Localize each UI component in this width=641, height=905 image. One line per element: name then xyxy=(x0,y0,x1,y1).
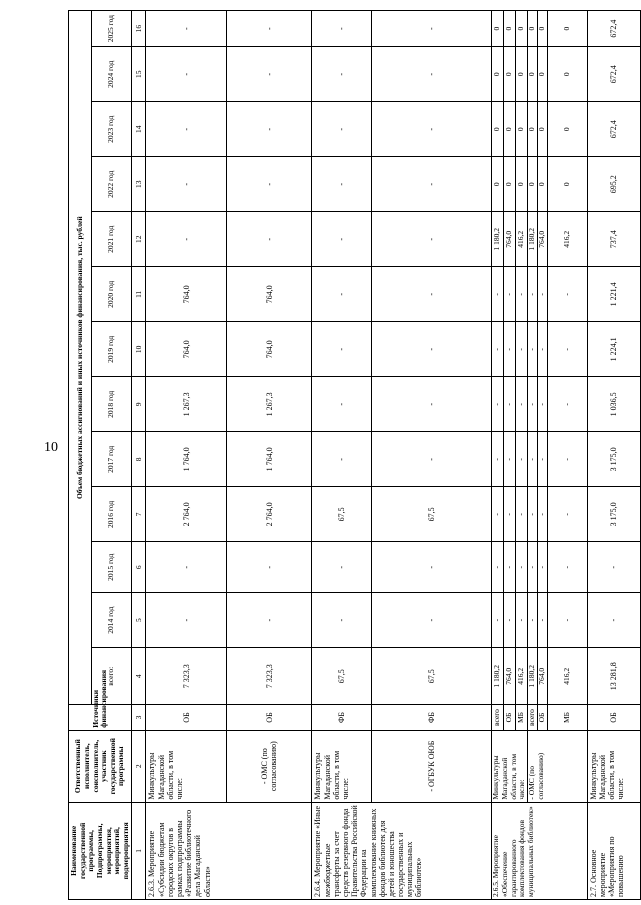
cell-value: - xyxy=(312,377,372,432)
cell-value: - xyxy=(516,542,528,593)
cell-value: 67,5 xyxy=(372,487,492,542)
cell-value: - xyxy=(372,542,492,593)
cell-value: 0 xyxy=(504,157,516,212)
cell-value: - xyxy=(227,47,312,102)
cell-value: 416,2 xyxy=(547,648,587,705)
cell-value: 13 281,8 xyxy=(587,648,640,705)
column-number: 6 xyxy=(132,542,146,593)
cell-value: 7 323,3 xyxy=(146,648,227,705)
row-source: ФБ xyxy=(372,705,492,730)
cell-value: - xyxy=(227,542,312,593)
cell-value: 1 180,2 xyxy=(527,212,537,267)
cell-value: 764,0 xyxy=(227,267,312,322)
cell-value: 1 267,3 xyxy=(227,377,312,432)
header-year: 2017 год xyxy=(91,432,131,487)
cell-value: - xyxy=(547,377,587,432)
cell-value: 1 764,0 xyxy=(227,432,312,487)
column-number: 16 xyxy=(132,11,146,47)
cell-value: - xyxy=(227,593,312,648)
column-number: 3 xyxy=(132,705,146,730)
cell-value: - xyxy=(372,593,492,648)
column-number-row xyxy=(132,11,146,900)
cell-value: - xyxy=(372,157,492,212)
row-executor: Минкультуры Магаданской области, в том числе: xyxy=(312,730,372,802)
cell-value: - xyxy=(547,593,587,648)
cell-value: - xyxy=(146,212,227,267)
cell-value: 0 xyxy=(547,157,587,212)
cell-value: - xyxy=(227,157,312,212)
cell-value: 0 xyxy=(492,47,504,102)
cell-value: 7 323,3 xyxy=(227,648,312,705)
cell-value: - xyxy=(372,267,492,322)
cell-value: - xyxy=(312,102,372,157)
table-rotation-frame xyxy=(68,10,626,900)
cell-value: 0 xyxy=(547,47,587,102)
cell-value: 0 xyxy=(516,11,528,47)
cell-value: - xyxy=(516,593,528,648)
cell-value: - xyxy=(372,11,492,47)
cell-value: - xyxy=(312,542,372,593)
table-row xyxy=(587,11,640,900)
cell-value: 67,5 xyxy=(312,648,372,705)
cell-value: 1 224,1 xyxy=(587,322,640,377)
cell-value: - xyxy=(516,377,528,432)
cell-value: - xyxy=(537,432,547,487)
cell-value: - xyxy=(527,542,537,593)
row-executor: - ОМС (по согласованию) xyxy=(527,730,587,802)
cell-value: - xyxy=(146,157,227,212)
cell-value: - xyxy=(516,487,528,542)
cell-value: - xyxy=(312,267,372,322)
cell-value: - xyxy=(146,102,227,157)
cell-value: 764,0 xyxy=(504,648,516,705)
column-number: 10 xyxy=(132,322,146,377)
cell-value: 0 xyxy=(547,11,587,47)
cell-value: - xyxy=(527,593,537,648)
cell-value: 0 xyxy=(516,47,528,102)
cell-value: - xyxy=(146,542,227,593)
cell-value: - xyxy=(492,593,504,648)
header-year: 2019 год xyxy=(91,322,131,377)
cell-value: 67,5 xyxy=(372,648,492,705)
cell-value: 0 xyxy=(492,11,504,47)
cell-value: - xyxy=(527,432,537,487)
cell-value: 764,0 xyxy=(504,212,516,267)
cell-value: 1 180,2 xyxy=(492,212,504,267)
cell-value: - xyxy=(587,542,640,593)
cell-value: 1 267,3 xyxy=(146,377,227,432)
cell-value: 416,2 xyxy=(547,212,587,267)
cell-value: - xyxy=(537,377,547,432)
cell-value: - xyxy=(146,593,227,648)
column-number: 4 xyxy=(132,648,146,705)
header-year: 2016 год xyxy=(91,487,131,542)
cell-value: - xyxy=(504,593,516,648)
cell-value: - xyxy=(516,267,528,322)
row-source: ОБ xyxy=(504,705,516,730)
cell-value: - xyxy=(504,377,516,432)
cell-value: - xyxy=(547,487,587,542)
row-source: ОБ xyxy=(227,705,312,730)
cell-value: 0 xyxy=(492,102,504,157)
row-source: ОБ xyxy=(587,705,640,730)
cell-value: - xyxy=(372,432,492,487)
cell-value: 695,2 xyxy=(587,157,640,212)
cell-value: - xyxy=(537,267,547,322)
cell-value: 0 xyxy=(527,47,537,102)
cell-value: 416,2 xyxy=(516,648,528,705)
column-number: 5 xyxy=(132,593,146,648)
table-row xyxy=(146,11,227,900)
cell-value: 0 xyxy=(537,47,547,102)
cell-value: - xyxy=(146,47,227,102)
table-row xyxy=(492,11,504,900)
cell-value: - xyxy=(537,487,547,542)
cell-value: - xyxy=(227,11,312,47)
cell-value: 0 xyxy=(547,102,587,157)
column-number: 2 xyxy=(132,730,146,802)
cell-value: - xyxy=(492,487,504,542)
column-number: 12 xyxy=(132,212,146,267)
cell-value: 764,0 xyxy=(537,212,547,267)
cell-value: - xyxy=(492,267,504,322)
cell-value: - xyxy=(312,212,372,267)
cell-value: 1 764,0 xyxy=(146,432,227,487)
row-executor: - ОГБУК ОЮБ xyxy=(372,730,492,802)
cell-value: - xyxy=(504,267,516,322)
cell-value: - xyxy=(372,102,492,157)
column-number: 7 xyxy=(132,487,146,542)
cell-value: 2 764,0 xyxy=(227,487,312,542)
row-source: ОБ xyxy=(146,705,227,730)
row-executor: - ОМС (по согласованию) xyxy=(227,730,312,802)
cell-value: - xyxy=(537,542,547,593)
row-source: ФБ xyxy=(312,705,372,730)
cell-value: - xyxy=(527,487,537,542)
cell-value: 0 xyxy=(504,11,516,47)
cell-value: 0 xyxy=(492,157,504,212)
cell-value: 0 xyxy=(527,11,537,47)
cell-value: - xyxy=(372,322,492,377)
cell-value: - xyxy=(504,487,516,542)
row-source: МБ xyxy=(547,705,587,730)
cell-value: - xyxy=(146,11,227,47)
cell-value: - xyxy=(312,157,372,212)
row-source: МБ xyxy=(516,705,528,730)
cell-value: - xyxy=(227,212,312,267)
cell-value: 67,5 xyxy=(312,487,372,542)
cell-value: 0 xyxy=(537,11,547,47)
cell-value: - xyxy=(504,322,516,377)
cell-value: - xyxy=(227,102,312,157)
row-source: всего xyxy=(492,705,504,730)
cell-value: - xyxy=(527,377,537,432)
cell-value: - xyxy=(527,322,537,377)
cell-value: - xyxy=(372,377,492,432)
cell-value: 3 175,0 xyxy=(587,432,640,487)
cell-value: - xyxy=(372,212,492,267)
table-row xyxy=(527,11,537,900)
header-year: 2015 год xyxy=(91,542,131,593)
row-executor: Минкультуры Магаданской области, в том числе: xyxy=(492,730,528,802)
cell-value: - xyxy=(372,47,492,102)
cell-value: 0 xyxy=(516,157,528,212)
cell-value: 764,0 xyxy=(146,322,227,377)
column-number: 13 xyxy=(132,157,146,212)
cell-value: 0 xyxy=(527,157,537,212)
cell-value: 416,2 xyxy=(516,212,528,267)
column-number: 11 xyxy=(132,267,146,322)
cell-value: 0 xyxy=(504,47,516,102)
cell-value: 1 180,2 xyxy=(527,648,537,705)
column-number: 14 xyxy=(132,102,146,157)
cell-value: 0 xyxy=(504,102,516,157)
row-name: 2.6.4. Мероприятие «Иные межбюджетные трансферты за счет средств резервного фонда Правительства Российской Федерации на комплектование книжных фондов библиотек для детей и юношества государственных и муниципальных библиотек» xyxy=(312,802,492,899)
header-total: всего: xyxy=(91,648,131,705)
cell-value: - xyxy=(504,432,516,487)
table-row xyxy=(312,11,372,900)
row-executor: Минкультуры Магаданской области, в том числе: xyxy=(587,730,640,802)
cell-value: - xyxy=(492,377,504,432)
cell-value: - xyxy=(312,47,372,102)
cell-value: 764,0 xyxy=(227,322,312,377)
header-year: 2014 год xyxy=(91,593,131,648)
cell-value: - xyxy=(312,11,372,47)
row-executor: Минкультуры Магаданской области, в том числе: xyxy=(146,730,227,802)
header-year: 2022 год xyxy=(91,157,131,212)
cell-value: - xyxy=(516,322,528,377)
row-source: ОБ xyxy=(537,705,547,730)
row-name: 2.6.3. Мероприятие «Субсидии бюджетам городских округов в рамках подпрограммы «Развитие библиотечного дела Магаданской области» xyxy=(146,802,312,899)
table-row xyxy=(227,11,312,900)
cell-value: - xyxy=(547,542,587,593)
cell-value: - xyxy=(312,432,372,487)
cell-value: - xyxy=(312,322,372,377)
table-row xyxy=(372,11,492,900)
header-volume-group: Объем бюджетных ассигнований и иных источников финансирования, тыс. рублей xyxy=(69,11,92,705)
cell-value: - xyxy=(587,593,640,648)
cell-value: - xyxy=(492,542,504,593)
cell-value: 0 xyxy=(537,102,547,157)
cell-value: 0 xyxy=(516,102,528,157)
cell-value: - xyxy=(504,542,516,593)
header-year: 2020 год xyxy=(91,267,131,322)
header-source: Источники финансирования xyxy=(69,705,132,730)
cell-value: - xyxy=(492,432,504,487)
cell-value: 0 xyxy=(537,157,547,212)
cell-value: 1 036,5 xyxy=(587,377,640,432)
cell-value: 1 180,2 xyxy=(492,648,504,705)
column-number: 9 xyxy=(132,377,146,432)
cell-value: 737,4 xyxy=(587,212,640,267)
row-name: 2.7. Основное мероприятие «Мероприятия по повышению xyxy=(587,802,640,899)
column-number: 1 xyxy=(132,802,146,899)
cell-value: - xyxy=(516,432,528,487)
header-year: 2018 год xyxy=(91,377,131,432)
cell-value: - xyxy=(537,322,547,377)
cell-value: 672,4 xyxy=(587,47,640,102)
cell-value: 2 764,0 xyxy=(146,487,227,542)
header-year: 2021 год xyxy=(91,212,131,267)
cell-value: 764,0 xyxy=(146,267,227,322)
page-number: 10 xyxy=(44,440,58,455)
cell-value: - xyxy=(547,267,587,322)
cell-value: 672,4 xyxy=(587,102,640,157)
cell-value: 764,0 xyxy=(537,648,547,705)
financing-table xyxy=(68,10,641,900)
cell-value: 3 175,0 xyxy=(587,487,640,542)
header-executor: Ответственный исполнитель, соисполнитель, участник государственной программы xyxy=(69,730,132,802)
cell-value: - xyxy=(537,593,547,648)
header-year: 2025 год xyxy=(91,11,131,47)
cell-value: - xyxy=(492,322,504,377)
cell-value: 1 221,4 xyxy=(587,267,640,322)
cell-value: - xyxy=(527,267,537,322)
cell-value: - xyxy=(312,593,372,648)
cell-value: 0 xyxy=(527,102,537,157)
column-number: 15 xyxy=(132,47,146,102)
header-year: 2024 год xyxy=(91,47,131,102)
table-landscape xyxy=(68,10,626,900)
header-name: Наименование государственной программы, Подпрограммы, мероприятия, мероприятий, подмероприятия xyxy=(69,802,132,899)
row-source: всего xyxy=(527,705,537,730)
cell-value: - xyxy=(547,322,587,377)
row-name: 2.6.5. Мероприятие «Обеспечение гарантированного комплектования фондов муниципальных библиотек» xyxy=(492,802,588,899)
cell-value: - xyxy=(547,432,587,487)
cell-value: 672,4 xyxy=(587,11,640,47)
column-number: 8 xyxy=(132,432,146,487)
header-year: 2023 год xyxy=(91,102,131,157)
